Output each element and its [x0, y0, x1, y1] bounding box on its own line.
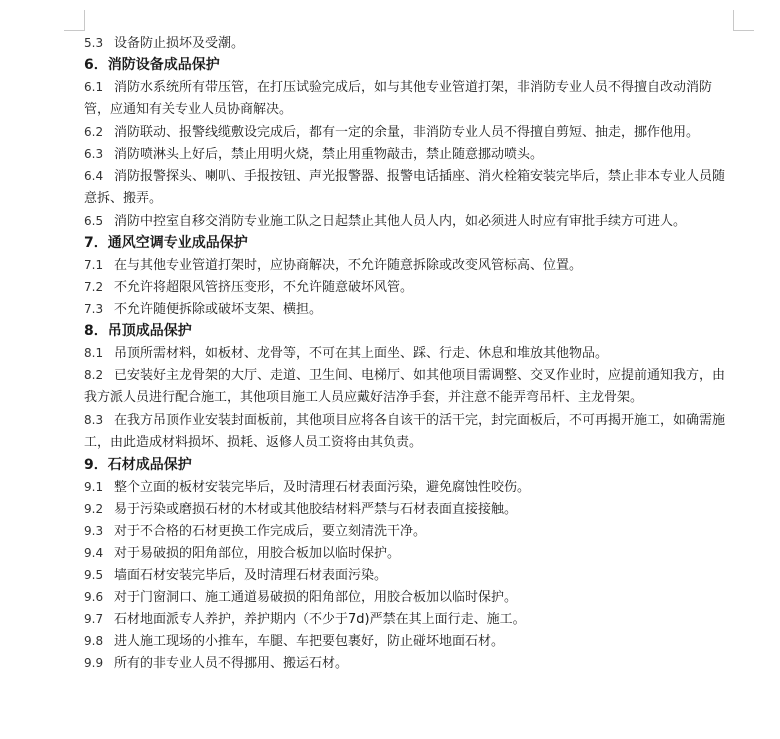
list-item: 8.3 在我方吊顶作业安装封面板前，其他项目应将各自该干的活干完，封完面板后，不可再揭开施工，如确需施工，由此造成材料损坏、损耗、返修人员工资将由其负责。 — [84, 413, 726, 450]
crop-mark-top-right — [733, 10, 754, 31]
document-page — [84, 32, 736, 674]
section-heading-9: 9．石材成品保护 — [84, 457, 192, 473]
list-item: 8.1 吊顶所需材料，如板材、龙骨等，不可在其上面坐、踩、行走、休息和堆放其他物品。 — [84, 346, 609, 361]
section-heading-8: 8．吊顶成品保护 — [84, 323, 192, 339]
list-item: 9.9 所有的非专业人员不得挪用、搬运石材。 — [84, 656, 349, 671]
list-item: 9.3 对于不合格的石材更换工作完成后，要立刻清洗干净。 — [84, 524, 427, 539]
list-item: 9.1 整个立面的板材安装完毕后，及时清理石材表面污染，避免腐蚀性咬伤。 — [84, 480, 531, 495]
list-item: 6.1 消防水系统所有带压管，在打压试验完成后，如与其他专业管道打架，非消防专业人员不得擅自改动消防管，应通知有关专业人员协商解决。 — [84, 80, 713, 117]
list-item: 7.2 不允许将超限风管挤压变形，不允许随意破坏风管。 — [84, 280, 414, 295]
list-item: 7.1 在与其他专业管道打架时，应协商解决，不允许随意拆除或改变风管标高、位置。 — [84, 258, 583, 273]
list-item: 9.2 易于污染或磨损石材的木材或其他胶结材料严禁与石材表面直接接触。 — [84, 502, 518, 517]
list-item: 9.6 对于门窗洞口、施工通道易破损的阳角部位，用胶合板加以临时保护。 — [84, 590, 518, 605]
list-item: 6.5 消防中控室自移交消防专业施工队之日起禁止其他人员人内，如必须进人时应有审批手续方可进人。 — [84, 214, 687, 229]
section-heading-6: 6．消防设备成品保护 — [84, 57, 220, 73]
list-item: 6.2 消防联动、报警线缆敷设完成后，都有一定的余量，非消防专业人员不得擅自剪短、抽走，挪作他用。 — [84, 125, 700, 140]
list-item: 8.2 已安装好主龙骨架的大厅、走道、卫生间、电梯厅、如其他项目需调整、交叉作业时，应提前通知我方，由我方派人员进行配合施工，其他项目施工人员应戴好洁净手套，并注意不能弄弯吊杆、主龙骨架。 — [84, 368, 726, 405]
list-item: 9.7 石材地面派专人养护，养护期内（不少于7d)严禁在其上面行走、施工。 — [84, 612, 526, 627]
list-item: 7.3 不允许随便拆除或破坏支架、横担。 — [84, 302, 323, 317]
list-item: 6.3 消防喷淋头上好后，禁止用明火烧，禁止用重物敲击，禁止随意挪动喷头。 — [84, 147, 544, 162]
list-item: 6.4 消防报警探头、喇叭、手报按钮、声光报警器、报警电话插座、消火栓箱安装完毕后，禁止非本专业人员随意拆、搬弄。 — [84, 169, 726, 206]
list-item: 9.8 进人施工现场的小推车，车腿、车把要包裹好，防止碰坏地面石材。 — [84, 634, 505, 649]
section-heading-7: 7．通风空调专业成品保护 — [84, 235, 248, 251]
list-item: 9.5 墙面石材安装完毕后，及时清理石材表面污染。 — [84, 568, 388, 583]
crop-mark-top-left — [64, 10, 85, 31]
list-item: 5.3 设备防止损坏及受潮。 — [84, 36, 245, 51]
list-item: 9.4 对于易破损的阳角部位，用胶合板加以临时保护。 — [84, 546, 401, 561]
